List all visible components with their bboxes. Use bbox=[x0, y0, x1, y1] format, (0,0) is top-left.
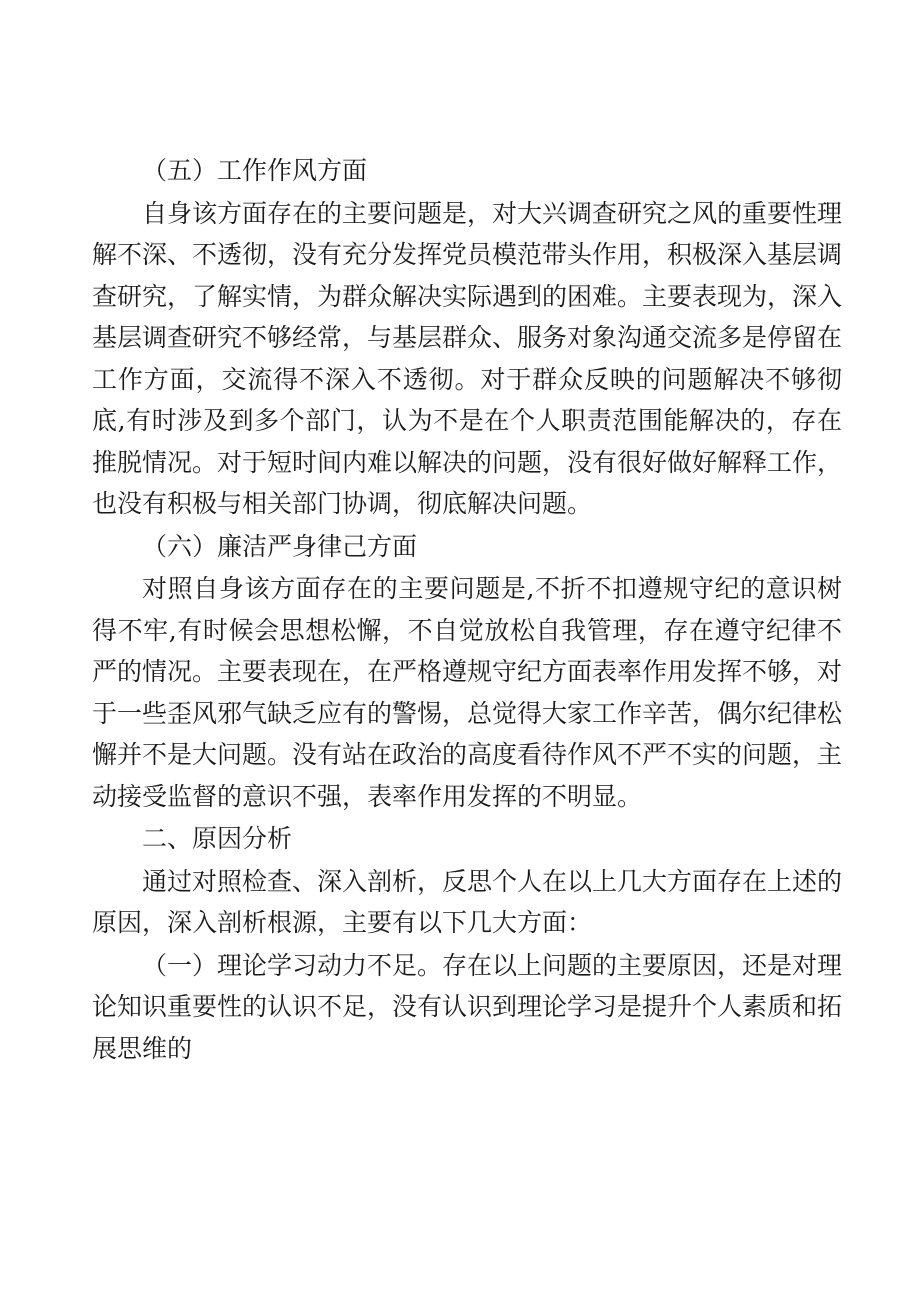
paragraph-cause-intro: 通过对照检查、深入剖析，反思个人在以上几大方面存在上述的原因，深入剖析根源，主要有以下几大方面： bbox=[92, 866, 843, 937]
paragraph-work-style: 自身该方面存在的主要问题是，对大兴调查研究之风的重要性理解不深、不透彻，没有充分发挥党员模范带头作用，积极深入基层调查研究，了解实情，为群众解决实际遇到的困难。主要表现为，深入基层调查研究不够经常，与基层群众、服务对象沟通交流多是停留在工作方面，交流得不深入不透彻。对于群众反映的问题解决不够彻底,有时涉及到多个部门，认为不是在个人职责范围能解决的，存在推脱情况。对于短时间内难以解决的问题，没有很好做好解释工作，也没有积极与相关部门协调，彻底解决问题。 bbox=[92, 198, 843, 518]
section-heading-integrity: （六）廉洁严身律己方面 bbox=[142, 531, 418, 561]
section-heading-cause-analysis: 二、原因分析 bbox=[142, 824, 293, 853]
paragraph-integrity: 对照自身该方面存在的主要问题是,不折不扣遵规守纪的意识树得不牢,有时候会思想松懈，不自觉放松自我管理，存在遵守纪律不严的情况。主要表现在，在严格遵规守纪方面表率作用发挥不够，对于一些歪风邪气缺乏应有的警惕，总觉得大家工作辛苦，偶尔纪律松懈并不是大问题。没有站在政治的高度看待作风不严不实的问题，主动接受监督的意识不强，表率作用发挥的不明显。 bbox=[92, 574, 843, 811]
section-heading-work-style: （五）工作作风方面 bbox=[142, 156, 368, 185]
document-body bbox=[92, 150, 842, 1070]
paragraph-cause-item-1: （一）理论学习动力不足。存在以上问题的主要原因，还是对理论知识重要性的认识不足，没有认识到理论学习是提升个人素质和拓展思维的 bbox=[92, 950, 843, 1063]
